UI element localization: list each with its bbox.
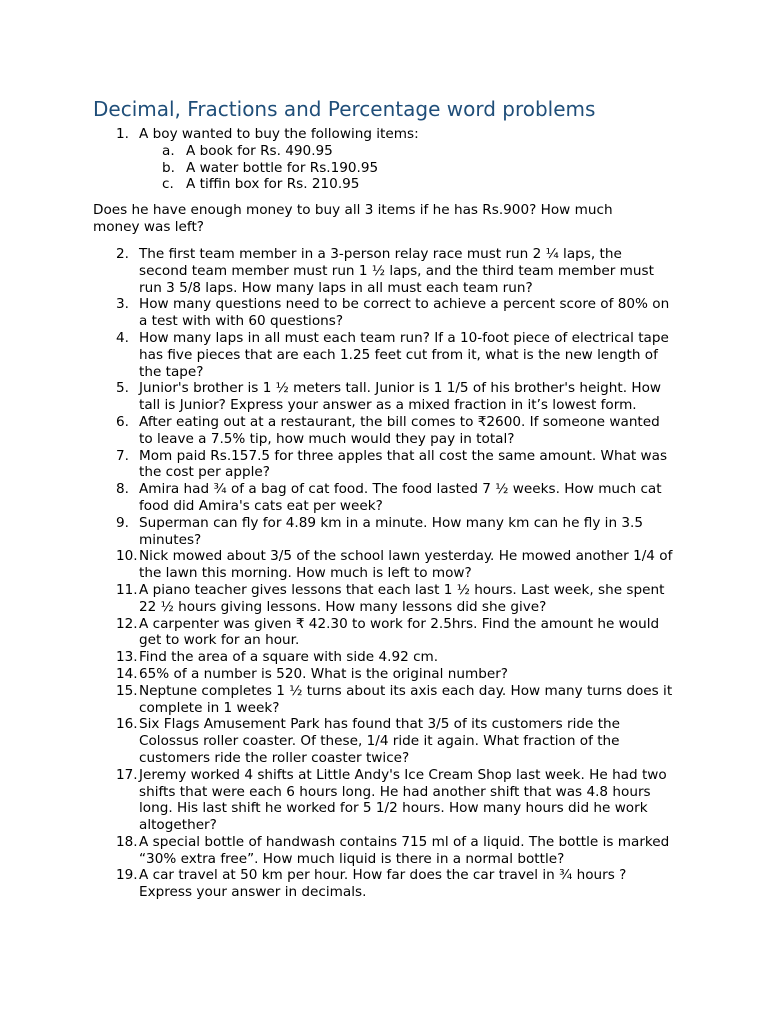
list-item-text: How many laps in all must each team run? If a 10-foot piece of electrical tape has five pieces that are each 1.25 feet cut from it, what is the new length of the tape?: [139, 329, 669, 380]
sub-item-text: A tiffin box for Rs. 210.95: [186, 176, 360, 193]
list-item-number: 3.: [116, 296, 129, 313]
list-item: [0, 481, 674, 515]
list-item: [0, 330, 674, 380]
list-item: [0, 548, 674, 582]
list-item-number: 12.: [116, 615, 138, 632]
list-item-text: Find the area of a square with side 4.92 cm.: [139, 649, 439, 666]
list-item-text: How many questions need to be correct to achieve a percent score of 80% on a test with with 60 questions?: [139, 296, 670, 330]
list-item-text: The first team member in a 3-person relay race must run 2 ¼ laps, the second team member must run 1 ½ laps, and the third team member must run 3 5/8 laps. How many laps in all must each team run?: [139, 246, 654, 296]
list-item-number: 2.: [116, 246, 129, 262]
list-item-text: Neptune completes 1 ½ turns about its axis each day. How many turns does it complete in 1 week?: [139, 682, 673, 716]
list-item-text: After eating out at a restaurant, the bill comes to ₹2600. If someone wanted to leave a 7.5% tip, how much would they pay in total?: [139, 413, 660, 447]
sub-item-text: A book for Rs. 490.95: [186, 142, 333, 159]
list-item-number: 7.: [116, 447, 129, 464]
list-item-text: Six Flags Amusement Park has found that 3/5 of its customers ride the Colossus roller coaster. Of these, 1/4 ride it again. What fraction of the customers ride the roller coaster twice?: [139, 716, 620, 766]
list-item-text: Nick mowed about 3/5 of the school lawn yesterday. He mowed another 1/4 of the lawn this morning. How much is left to mow?: [139, 548, 673, 582]
page-title: Decimal, Fractions and Percentage word problems: [93, 97, 596, 121]
list-item-text: A special bottle of handwash contains 715 ml of a liquid. The bottle is marked “30% extra free”. How much liquid is there in a normal bottle?: [139, 833, 670, 867]
list-item-number: 9.: [116, 514, 129, 531]
list-item: [0, 834, 674, 868]
list-item-number: 16.: [116, 716, 138, 733]
list-item-number: 4.: [116, 329, 129, 346]
list-item-number: 18.: [116, 833, 138, 850]
list-item-number: 13.: [116, 649, 138, 666]
list-item-text: Superman can fly for 4.89 km in a minute. How many km can he fly in 3.5 minutes?: [139, 514, 644, 548]
problem-list: [0, 246, 674, 901]
list-item: [0, 767, 674, 834]
list-item-text: A boy wanted to buy the following items:: [139, 126, 419, 142]
problem-list-first: [0, 126, 674, 193]
list-item-text: A car travel at 50 km per hour. How far does the car travel in ¾ hours ? Express your answer in decimals.: [139, 867, 627, 901]
list-item: [0, 716, 674, 766]
list-item-number: 11.: [116, 581, 138, 598]
list-item-text: 65% of a number is 520. What is the original number?: [139, 665, 509, 682]
list-item: [0, 296, 674, 330]
list-item-text: Mom paid Rs.157.5 for three apples that all cost the same amount. What was the cost per apple?: [139, 447, 668, 481]
list-item-text: Jeremy worked 4 shifts at Little Andy's Ice Cream Shop last week. He had two shifts that were each 6 hours long. He had another shift that was 4.8 hours long. His last shift he worked for 5 1/2 hours. How many hours did he work altogether?: [139, 766, 667, 834]
list-item: [0, 414, 674, 448]
list-item: [0, 582, 674, 616]
sub-item-letter: a.: [162, 142, 175, 159]
list-item-number: 1.: [116, 126, 129, 142]
sub-item-letter: b.: [162, 159, 175, 176]
sub-item-list: [139, 143, 674, 193]
list-item-number: 5.: [116, 380, 129, 397]
list-item-text: Amira had ¾ of a bag of cat food. The food lasted 7 ½ weeks. How much cat food did Amira's cats eat per week?: [139, 481, 662, 514]
list-item: [0, 380, 674, 414]
sub-list-item: [139, 176, 626, 193]
list-item: [0, 616, 674, 650]
list-item: [0, 515, 674, 549]
list-item-number: 14.: [116, 665, 138, 682]
sub-item-letter: c.: [162, 176, 174, 193]
list-item-text: A carpenter was given ₹ 42.30 to work for 2.5hrs. Find the amount he would get to work for an hour.: [139, 615, 660, 649]
list-item-text: A piano teacher gives lessons that each last 1 ½ hours. Last week, she spent 22 ½ hours giving lessons. How many lessons did she give?: [139, 581, 665, 615]
sub-item-text: A water bottle for Rs.190.95: [186, 159, 379, 176]
sub-list-item: [139, 160, 626, 177]
list-item-number: 17.: [116, 766, 138, 783]
list-item-number: 19.: [116, 867, 138, 884]
list-item: [0, 448, 674, 482]
list-item: [0, 649, 674, 666]
list-item: [0, 126, 674, 193]
list-item: [0, 683, 674, 717]
list-item-number: 10.: [116, 548, 138, 565]
list-item-text: Junior's brother is 1 ½ meters tall. Junior is 1 1/5 of his brother's height. How tall is Junior? Express your answer as a mixed fraction in it’s lowest form.: [139, 380, 662, 414]
question-paragraph: Does he have enough money to buy all 3 items if he has Rs.900? How much money was left?: [93, 202, 613, 235]
list-item-number: 6.: [116, 413, 129, 430]
list-item-number: 15.: [116, 682, 138, 699]
list-item: [0, 867, 674, 901]
list-item: [0, 666, 674, 683]
list-item-number: 8.: [116, 481, 129, 498]
list-item: [0, 246, 674, 296]
sub-list-item: [139, 143, 626, 160]
